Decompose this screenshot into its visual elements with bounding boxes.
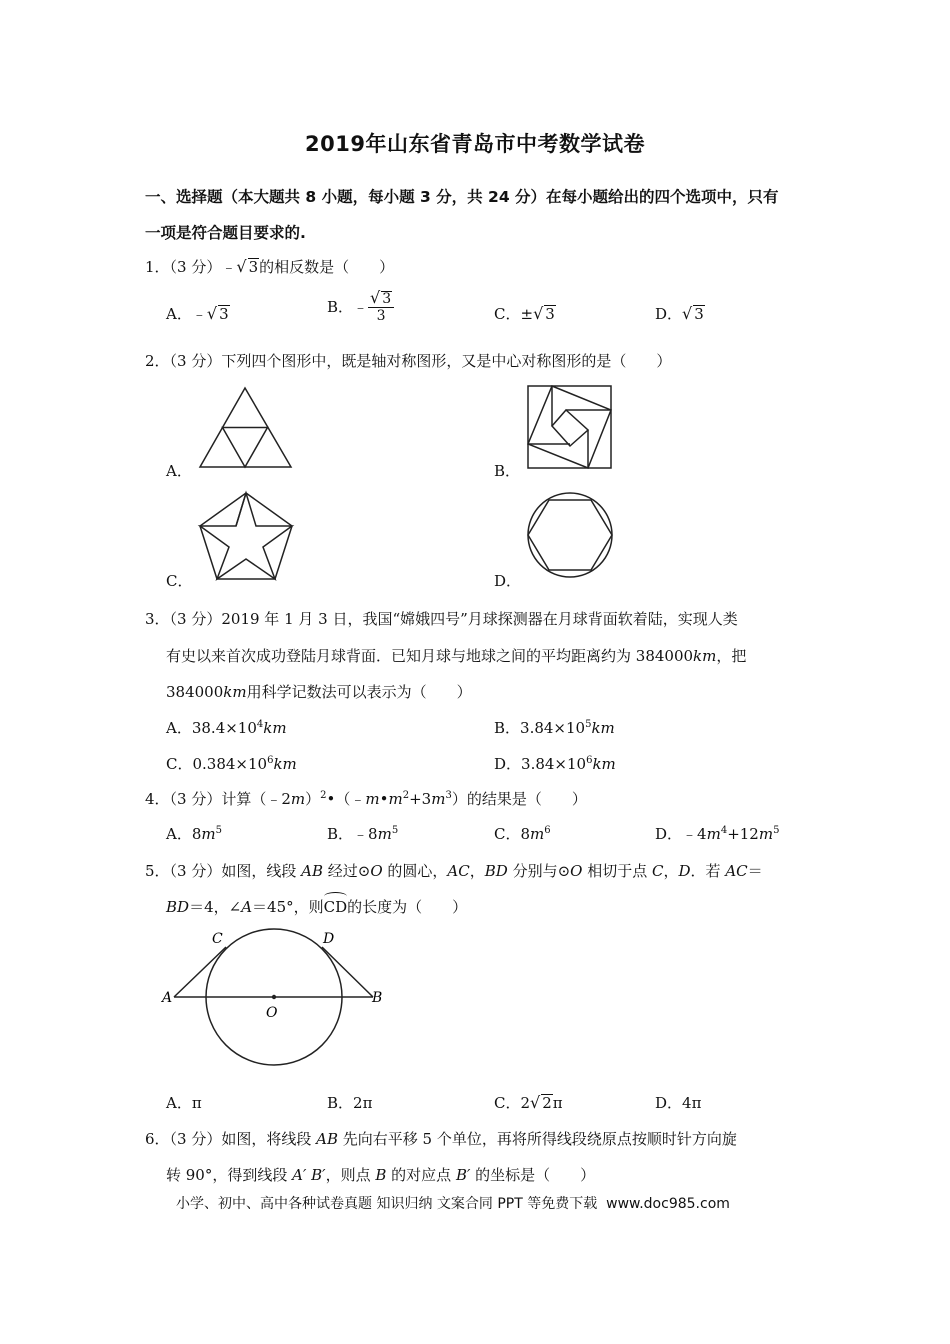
q3-option-c[interactable]: C．$0.384\times 10^6km$ <box>166 755 297 773</box>
label-a: A <box>162 990 173 1006</box>
question-5-line2: BD＝4，∠A＝45°，则CD的长度为（ ） <box>166 898 468 916</box>
section-heading-cont: 一项是符合题目要求的. <box>145 224 306 242</box>
sqrt-radicand: 3 <box>248 258 259 276</box>
q5-option-d[interactable]: D．4π <box>655 1094 702 1112</box>
fraction: $\frac{√ 3}{3}$ <box>368 288 394 324</box>
q2-option-d[interactable]: D． <box>494 572 522 590</box>
footer-text: 小学、初中、高中各种试卷真题 知识归纳 文案合同 PPT 等免费下载 www.doc985.com <box>176 1196 730 1212</box>
question-6: 6．（3 分）如图，将线段 AB 先向右平移 5 个单位，再将所得线段绕原点按顺时针方向旋 <box>145 1130 737 1148</box>
q4-option-a[interactable]: A．$8m^5$ <box>166 825 222 843</box>
q4-option-c[interactable]: C．$8m^6$ <box>494 825 551 843</box>
footer-link[interactable]: www.doc985.com <box>606 1196 730 1212</box>
q2-option-b[interactable]: B． <box>494 462 521 480</box>
q1-option-a[interactable]: A．﹣√ 3 <box>166 304 229 323</box>
question-4: 4．（3 分）计算$(﹣2m)^2•(﹣m•m^2+3m^3)$的结果是（ ） <box>145 790 587 808</box>
question-3-line3: 384000km用科学记数法可以表示为（ ） <box>166 683 472 701</box>
q5-option-b[interactable]: B．2π <box>327 1094 373 1112</box>
q5-option-c[interactable]: C．2√ 2π <box>494 1093 563 1112</box>
hexagon-circle-figure <box>526 492 614 578</box>
q3-option-b[interactable]: B．$3.84\times 10^5km$ <box>494 719 615 737</box>
question-2: 2．（3 分）下列四个图形中，既是轴对称图形，又是中心对称图形的是（ ） <box>145 352 672 370</box>
q3-option-a[interactable]: A．$38.4\times 10^4km$ <box>166 719 287 737</box>
q1-option-c[interactable]: C．±√ 3 <box>494 304 555 323</box>
section-heading: 一、选择题（本大题共 8 小题，每小题 3 分，共 24 分）在每小题给出的四个选项中，只有 <box>145 188 779 206</box>
question-3-line2: 有史以来首次成功登陆月球背面．已知月球与地球之间的平均距离约为 384000km，把 <box>166 647 747 665</box>
q4-option-b[interactable]: B．$﹣8m^5$ <box>327 825 399 843</box>
star-figure <box>196 490 296 582</box>
question-6-line2: 转 90°，得到线段 A′ B′，则点 B 的对应点 B′ 的坐标是（ ） <box>166 1166 596 1184</box>
q1-option-b[interactable]: B．﹣ $\frac{√ 3}{3}$ <box>327 288 394 324</box>
page-title: 2019年山东省青岛市中考数学试卷 <box>305 132 645 156</box>
q1-option-d[interactable]: D．√ 3 <box>655 304 704 323</box>
question-3: 3．（3 分）2019 年 1 月 3 日，我国“嫦娥四号”月球探测器在月球背面软着陆，实现人类 <box>145 610 738 628</box>
q3-option-d[interactable]: D．$3.84\times 10^6km$ <box>494 755 616 773</box>
question-1: 1．（3 分）﹣√ 3的相反数是（ ） <box>145 257 395 276</box>
label-d: D <box>323 931 335 947</box>
label-o: O <box>266 1005 278 1021</box>
q4-option-d[interactable]: D．$﹣4m^4+12m^5$ <box>655 825 780 843</box>
label-b: B <box>372 990 383 1006</box>
label-c: C <box>212 931 223 947</box>
square-figure <box>526 384 614 470</box>
triangle-figure <box>198 386 294 470</box>
circle-tangent-figure <box>160 925 390 1070</box>
q2-option-a[interactable]: A． <box>166 462 192 480</box>
arc-symbol: CD <box>323 898 348 916</box>
q5-option-a[interactable]: A．π <box>166 1094 202 1112</box>
question-5: 5．（3 分）如图，线段 AB 经过⊙O 的圆心，AC，BD 分别与⊙O 相切于点 C，D．若 AC＝ <box>145 862 763 880</box>
q2-option-c[interactable]: C． <box>166 572 193 590</box>
